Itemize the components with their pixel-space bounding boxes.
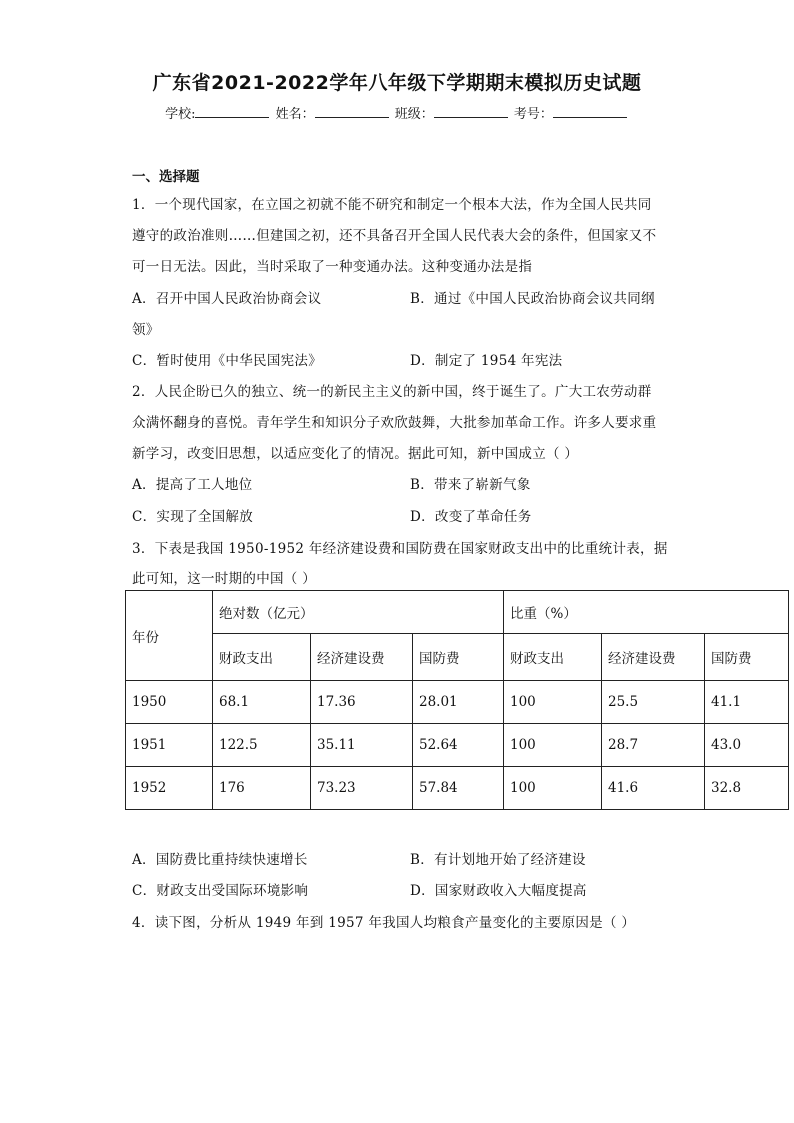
name-blank[interactable] [315,105,389,118]
table-cell: 57.84 [413,767,504,810]
table-cell: 100 [504,767,602,810]
q1-option-c[interactable]: C．暂时使用《中华民国宪法》 [132,353,323,369]
q1-option-b[interactable]: B．通过《中国人民政治协商会议共同纲 [410,291,655,307]
q3-option-d[interactable]: D．国家财政收入大幅度提高 [410,883,587,899]
table-cell: 100 [504,681,602,724]
sub-header: 经济建设费 [602,634,705,681]
absolute-header: 绝对数（亿元） [213,591,504,634]
table-cell: 52.64 [413,724,504,767]
q2-option-a[interactable]: A．提高了工人地位 [132,477,253,493]
q2-stem-line: 2．人民企盼已久的独立、统一的新民主主义的新中国，终于诞生了。广大工农劳动群 [132,384,652,400]
sub-header: 国防费 [413,634,504,681]
table-cell: 1950 [126,681,213,724]
sub-header: 经济建设费 [311,634,413,681]
table-row [126,681,789,724]
table-cell: 41.6 [602,767,705,810]
q3-stem-line: 此可知，这一时期的中国（ ） [132,571,316,587]
exam-number-label: 考号： [513,107,553,122]
q2-option-d[interactable]: D．改变了革命任务 [410,509,532,525]
table-row [126,724,789,767]
table-row [126,767,789,810]
exam-number-blank[interactable] [553,105,627,118]
table-cell: 32.8 [705,767,789,810]
q4-stem-line: 4．读下图，分析从 1949 年到 1957 年我国人均粮食产量变化的主要原因是（ ） [132,915,636,931]
class-blank[interactable] [434,105,508,118]
q1-option-b-continued[interactable]: 领》 [132,322,160,338]
school-blank[interactable] [195,105,269,118]
ratio-header: 比重（%） [504,591,789,634]
q1-stem-line: 遵守的政治准则……但建国之初，还不具备召开全国人民代表大会的条件，但国家又不 [132,228,657,244]
table-cell: 28.01 [413,681,504,724]
name-label: 姓名： [275,107,315,122]
sub-header: 国防费 [705,634,789,681]
year-header: 年份 [126,591,213,681]
table-cell: 41.1 [705,681,789,724]
sub-header: 财政支出 [504,634,602,681]
q2-stem-line: 新学习，改变旧思想，以适应变化了的情况。据此可知，新中国成立（ ） [132,446,579,462]
q2-option-b[interactable]: B．带来了崭新气象 [410,477,531,493]
q1-option-d[interactable]: D．制定了 1954 年宪法 [410,353,563,369]
table-cell: 100 [504,724,602,767]
table-cell: 28.7 [602,724,705,767]
student-info-line [0,103,794,122]
sub-header: 财政支出 [213,634,311,681]
q3-stem-line: 3．下表是我国 1950-1952 年经济建设费和国防费在国家财政支出中的比重统计表，据 [132,541,668,557]
class-label: 班级： [394,107,434,122]
q1-stem-line: 可一日无法。因此，当时采取了一种变通办法。这种变通办法是指 [132,259,533,275]
q3-option-c[interactable]: C．财政支出受国际环境影响 [132,883,309,899]
table-cell: 1952 [126,767,213,810]
table-cell: 176 [213,767,311,810]
table-cell: 73.23 [311,767,413,810]
exam-title: 广东省2021-2022学年八年级下学期期末模拟历史试题 [152,72,642,94]
section-heading: 一、选择题 [132,169,200,185]
table-cell: 17.36 [311,681,413,724]
school-label: 学校: [165,107,196,122]
table-cell: 35.11 [311,724,413,767]
table-cell: 1951 [126,724,213,767]
q2-stem-line: 众满怀翻身的喜悦。青年学生和知识分子欢欣鼓舞，大批参加革命工作。许多人要求重 [132,415,657,431]
q2-option-c[interactable]: C．实现了全国解放 [132,509,254,525]
table-cell: 25.5 [602,681,705,724]
q3-option-a[interactable]: A．国防费比重持续快速增长 [132,852,308,868]
table-cell: 68.1 [213,681,311,724]
q1-stem-line: 1．一个现代国家，在立国之初就不能不研究和制定一个根本大法，作为全国人民共同 [132,197,652,213]
q1-option-a[interactable]: A．召开中国人民政治协商会议 [132,291,322,307]
q3-option-b[interactable]: B．有计划地开始了经济建设 [410,852,586,868]
statistics-table [125,590,789,810]
table-cell: 43.0 [705,724,789,767]
table-cell: 122.5 [213,724,311,767]
